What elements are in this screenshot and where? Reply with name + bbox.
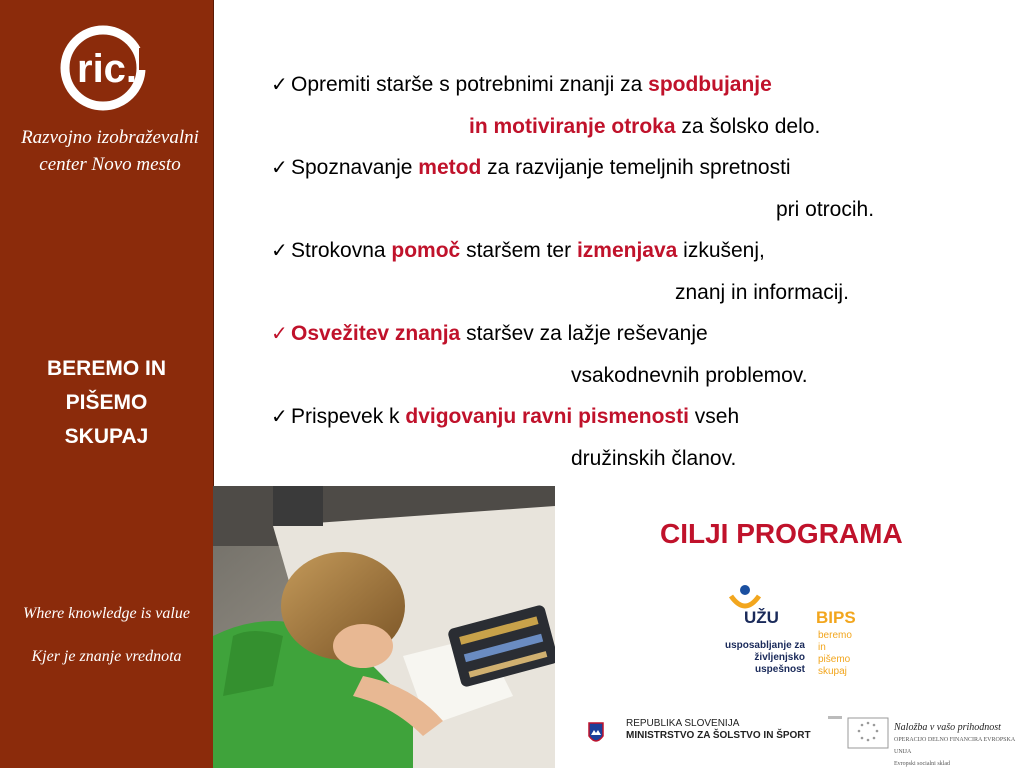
organization-name bbox=[0, 124, 220, 178]
eu-flag-icon bbox=[826, 712, 892, 756]
eu-funding-note: Naložba v vašo prihodnost OPERACIJO DELNO FINANCIRA EVROPSKA UNIJA Evropski socialni sklad bbox=[894, 722, 1015, 767]
checkmark-icon: ✓ bbox=[271, 74, 288, 96]
checkmark-icon: ✓ bbox=[271, 240, 288, 262]
org-name-line2: center Novo mesto bbox=[39, 154, 181, 175]
uzu-bips-logo bbox=[700, 584, 890, 689]
program-title-line3: SKUPAJ bbox=[64, 425, 149, 448]
goal-item-2: ✓ Spoznavanje metod za razvijanje temeljnih spretnosti pri otrocih. bbox=[271, 147, 991, 230]
program-title bbox=[0, 352, 213, 454]
goal-item-5: ✓ Prispevek k dvigovanju ravni pismenosti vseh družinskih članov. bbox=[271, 396, 991, 479]
goal-item-4: ✓ Osvežitev znanja staršev za lažje reševanje vsakodnevnih problemov. bbox=[271, 313, 991, 396]
bips-title: BIPS bbox=[816, 608, 856, 627]
ministry-label: REPUBLIKA SLOVENIJA MINISTRSTVO ZA ŠOLSTVO IN ŠPORT bbox=[626, 718, 811, 741]
slovenia-coat-of-arms-icon bbox=[588, 722, 604, 746]
uzu-description: usposabljanje za življenjsko uspešnost bbox=[724, 640, 805, 675]
child-writing-photo bbox=[213, 486, 555, 768]
checkmark-icon: ✓ bbox=[271, 157, 288, 179]
logo-text: ric. bbox=[77, 47, 138, 91]
program-title-line1: BEREMO IN bbox=[46, 357, 166, 380]
section-title: CILJI PROGRAMA bbox=[660, 518, 903, 549]
bips-description: beremo in pišemo skupaj bbox=[818, 630, 852, 677]
goal-item-1: ✓ Opremiti starše s potrebnimi znanji za spodbujanje in motiviranje otroka za šolsko delo. bbox=[271, 64, 991, 147]
uzu-title: UŽU bbox=[744, 608, 779, 627]
org-name-line1: Razvojno izobraževalni bbox=[21, 127, 199, 148]
program-title-line2: PIŠEMO bbox=[65, 391, 148, 414]
sidebar bbox=[0, 0, 214, 768]
ric-logo bbox=[57, 22, 157, 114]
checkmark-icon: ✓ bbox=[271, 323, 288, 345]
checkmark-icon: ✓ bbox=[271, 406, 288, 428]
goals-list bbox=[271, 64, 991, 479]
tagline-slovene: Kjer je znanje vrednota bbox=[31, 648, 182, 665]
tagline-english: Where knowledge is value bbox=[23, 605, 190, 622]
goal-item-3: ✓ Strokovna pomoč staršem ter izmenjava izkušenj, znanj in informacij. bbox=[271, 230, 991, 313]
